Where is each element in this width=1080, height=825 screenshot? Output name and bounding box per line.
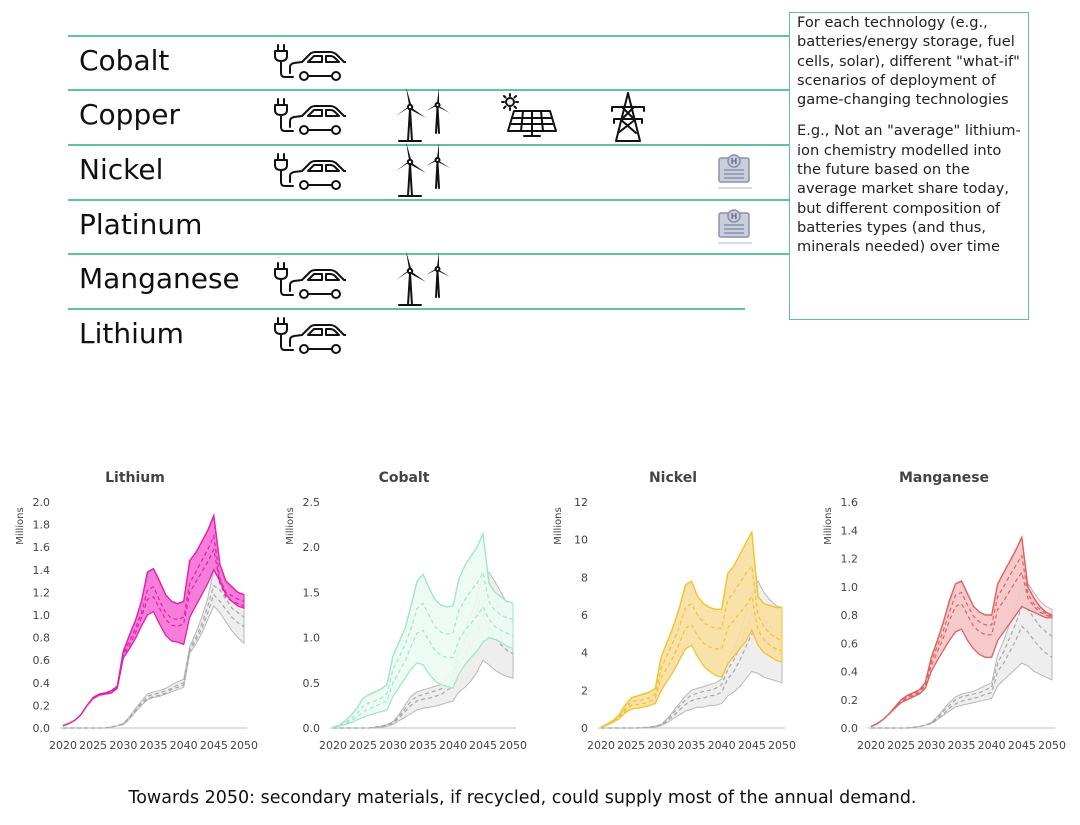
y-tick-label: 0.4 xyxy=(32,676,50,690)
svg-text:H: H xyxy=(730,157,738,166)
chart-nickel xyxy=(553,470,796,752)
mineral-label-nickel: Nickel xyxy=(79,153,164,186)
row-divider-platinum xyxy=(68,199,790,201)
x-tick-label: 2045 xyxy=(1007,739,1036,752)
x-tick-label: 2045 xyxy=(737,739,766,752)
mineral-label-cobalt: Cobalt xyxy=(79,44,170,77)
y-axis-label: Millions xyxy=(823,507,834,545)
fuel-cell-icon xyxy=(716,151,754,191)
y-tick-label: 1.2 xyxy=(32,586,50,600)
y-tick-label: 0.8 xyxy=(32,631,50,645)
y-tick-label: 1.6 xyxy=(32,541,50,555)
x-tick-label: 2020 xyxy=(49,739,77,752)
mineral-label-manganese: Manganese xyxy=(79,262,240,295)
y-tick-label: 10 xyxy=(574,533,588,547)
y-tick-label: 1.4 xyxy=(32,563,50,577)
x-tick-label: 2035 xyxy=(947,739,976,752)
footer-caption: Towards 2050: secondary materials, if recycled, could supply most of the annual demand. xyxy=(128,788,917,808)
y-tick-label: 1.0 xyxy=(840,580,858,594)
chart-cobalt xyxy=(285,470,527,752)
y-axis-label: Millions xyxy=(15,507,26,545)
y-tick-label: 1.6 xyxy=(840,496,858,509)
chart-manganese xyxy=(823,470,1066,752)
chart-lithium xyxy=(15,470,258,752)
y-tick-label: 1.8 xyxy=(32,518,50,532)
mineral-label-platinum: Platinum xyxy=(79,208,203,241)
info-box xyxy=(789,12,1029,320)
chart-title: Manganese xyxy=(898,470,990,486)
y-tick-label: 2 xyxy=(581,684,588,698)
x-tick-label: 2035 xyxy=(677,739,706,752)
x-tick-label: 2025 xyxy=(349,739,377,752)
chart-title: Lithium xyxy=(105,470,165,486)
x-tick-label: 2045 xyxy=(469,739,497,752)
x-tick-label: 2020 xyxy=(587,739,615,752)
svg-text:H: H xyxy=(730,212,738,221)
x-tick-label: 2030 xyxy=(917,739,946,752)
y-tick-label: 0.2 xyxy=(32,699,50,713)
x-tick-label: 2025 xyxy=(79,739,108,752)
ev-car-icon xyxy=(272,97,346,137)
y-tick-label: 1.0 xyxy=(302,631,320,645)
wind-turbines-icon xyxy=(394,85,452,143)
x-tick-label: 2050 xyxy=(499,739,527,752)
x-tick-label: 2040 xyxy=(707,739,736,752)
wind-turbines-icon xyxy=(394,249,452,307)
y-axis-label: Millions xyxy=(553,507,564,545)
y-tick-label: 2.0 xyxy=(32,496,50,509)
x-tick-label: 2040 xyxy=(977,739,1006,752)
x-tick-label: 2040 xyxy=(169,739,198,752)
ev-car-icon xyxy=(272,43,346,83)
y-tick-label: 0.5 xyxy=(302,676,320,690)
power-pylon-icon xyxy=(608,91,650,145)
x-tick-label: 2030 xyxy=(647,739,676,752)
x-tick-label: 2045 xyxy=(199,739,228,752)
ev-car-icon xyxy=(272,261,346,301)
secondary-scenario-line xyxy=(63,595,244,728)
x-tick-label: 2020 xyxy=(319,739,347,752)
fuel-cell-icon xyxy=(716,206,754,246)
x-tick-label: 2035 xyxy=(409,739,437,752)
x-tick-label: 2050 xyxy=(230,739,258,752)
y-tick-label: 0.8 xyxy=(840,609,858,622)
y-tick-label: 6 xyxy=(581,609,588,622)
y-tick-label: 1.5 xyxy=(302,586,320,600)
mineral-label-lithium: Lithium xyxy=(79,317,184,350)
x-tick-label: 2025 xyxy=(617,739,646,752)
y-axis-label: Millions xyxy=(285,507,296,545)
y-tick-label: 2.5 xyxy=(302,496,320,509)
x-tick-label: 2025 xyxy=(887,739,916,752)
y-tick-label: 1.2 xyxy=(840,552,858,566)
ev-car-icon xyxy=(272,152,346,192)
x-tick-label: 2050 xyxy=(1038,739,1066,752)
mineral-label-copper: Copper xyxy=(79,98,180,131)
demand-charts xyxy=(0,455,1080,755)
y-tick-label: 1.4 xyxy=(840,524,858,538)
row-divider-lithium xyxy=(68,308,745,310)
chart-title: Nickel xyxy=(648,470,698,486)
ev-car-icon xyxy=(272,316,346,356)
y-tick-label: 12 xyxy=(574,496,588,509)
y-tick-label: 2.0 xyxy=(302,541,320,555)
x-tick-label: 2030 xyxy=(379,739,407,752)
y-tick-label: 0.4 xyxy=(840,665,858,679)
y-tick-label: 4 xyxy=(581,646,588,660)
wind-turbines-icon xyxy=(394,140,452,198)
y-tick-label: 0.0 xyxy=(302,722,320,735)
y-tick-label: 0.0 xyxy=(840,722,858,735)
y-tick-label: 0.6 xyxy=(32,654,50,668)
x-tick-label: 2020 xyxy=(857,739,885,752)
chart-title: Cobalt xyxy=(378,470,430,486)
solar-panel-icon xyxy=(500,93,560,139)
x-tick-label: 2030 xyxy=(109,739,138,752)
x-tick-label: 2050 xyxy=(768,739,796,752)
x-tick-label: 2040 xyxy=(439,739,467,752)
y-tick-label: 0 xyxy=(581,722,588,735)
y-tick-label: 0.2 xyxy=(840,693,858,707)
info-box-paragraph-2: E.g., Not an "average" lithium-ion chemistry modelled into the future based on the average market share today, but different composition of batteries types (and thus, minerals needed) over time xyxy=(797,122,1021,256)
info-box-paragraph-1: For each technology (e.g., batteries/energy storage, fuel cells, solar), different "what-if" scenarios of deployment of game-changing technologies xyxy=(797,14,1020,109)
y-tick-label: 1.0 xyxy=(32,609,50,622)
x-tick-label: 2035 xyxy=(139,739,168,752)
y-tick-label: 0.6 xyxy=(840,637,858,651)
row-divider-cobalt xyxy=(68,35,790,37)
y-tick-label: 8 xyxy=(581,571,588,585)
y-tick-label: 0.0 xyxy=(32,722,50,735)
